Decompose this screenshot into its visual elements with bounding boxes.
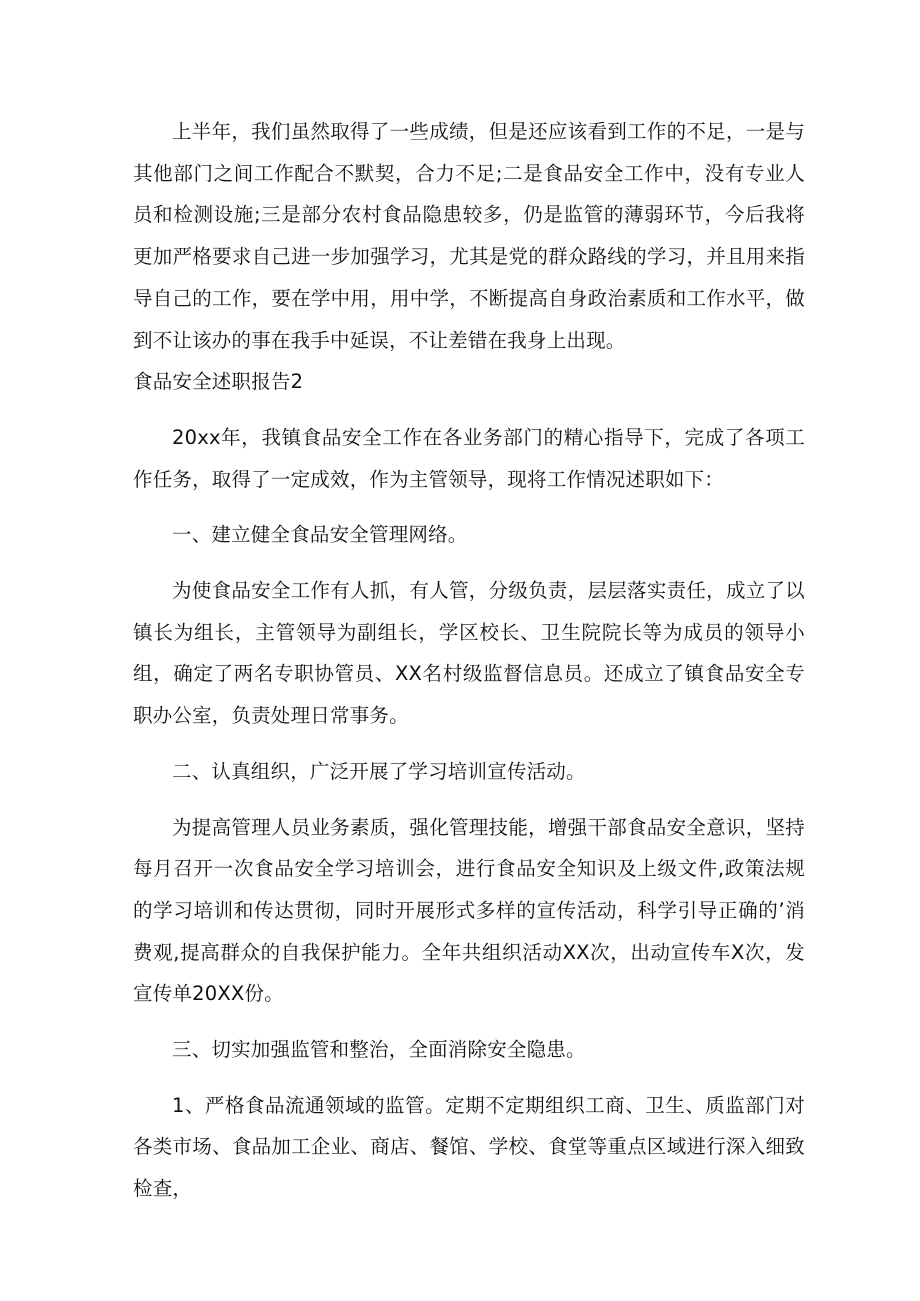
paragraph-section-2: 为提高管理人员业务素质，强化管理技能，增强干部食品安全意识，坚持每月召开一次食品安全学习培训会，进行食品安全知识及上级文件,政策法规的学习培训和传达贯彻，同时开展形式多样的宣传活动，科学引导正确的’消费观,提高群众的自我保护能力。全年共组织活动XX次，出动宣传车X次，发宣传单20XX份。 <box>133 815 805 1006</box>
section-heading-1: 一、建立健全食品安全管理网络。 <box>172 523 468 547</box>
section-heading-3: 三、切实加强监管和整治，全面消除安全隐患。 <box>172 1038 586 1062</box>
paragraph-section-3-item-1: 1、严格食品流通领域的监管。定期不定期组织工商、卫生、质监部门对各类市场、食品加工企业、商店、餐馆、学校、食堂等重点区域进行深入细致检查， <box>133 1093 805 1201</box>
paragraph-intro: 20xx年，我镇食品安全工作在各业务部门的精心指导下，完成了各项工作任务，取得了一定成效，作为主管领导，现将工作情况述职如下： <box>133 425 805 491</box>
report-title: 食品安全述职报告2 <box>133 370 304 394</box>
section-heading-2: 二、认真组织，广泛开展了学习培训宣传活动。 <box>172 759 586 783</box>
document-body <box>133 111 805 1210</box>
paragraph-summary: 上半年，我们虽然取得了一些成绩，但是还应该看到工作的不足，一是与其他部门之间工作配合不默契，合力不足;二是食品安全工作中，没有专业人员和检测设施;三是部分农村食品隐患较多，仍是监管的薄弱环节，今后我将更加严格要求自己进一步加强学习，尤其是党的群众路线的学习，并且用来指导自己的工作，要在学中用，用中学，不断提高自身政治素质和工作水平，做到不让该办的事在我手中延误，不让差错在我身上出现。 <box>133 120 805 352</box>
paragraph-section-1: 为使食品安全工作有人抓，有人管，分级负责，层层落实责任，成立了以镇长为组长，主管领导为副组长，学区校长、卫生院院长等为成员的领导小组，确定了两名专职协管员、XX名村级监督信息员。还成立了镇食品安全专职办公室，负责处理日常事务。 <box>133 579 805 728</box>
